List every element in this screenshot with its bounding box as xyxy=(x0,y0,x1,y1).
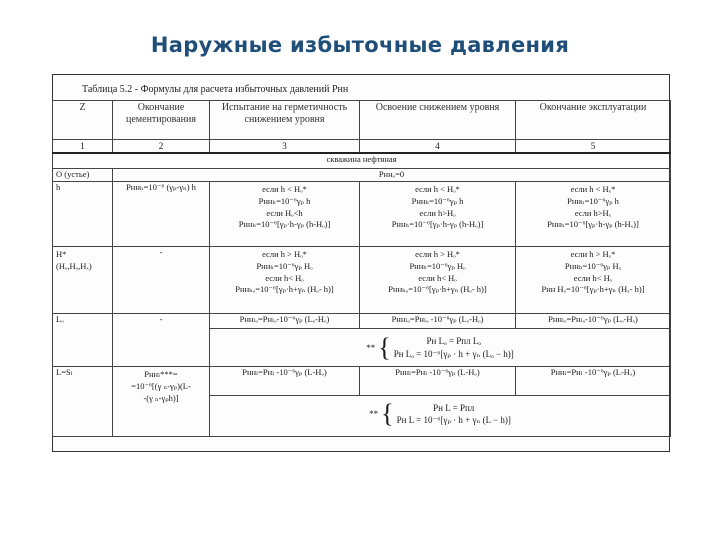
column-numbers-row xyxy=(53,140,671,154)
row-h-z: h xyxy=(53,182,113,247)
row-ls-c4: Рннₗ=Рнₗ -10⁻⁶γₚ (L-Hₒ) xyxy=(360,367,516,396)
formula-line: Рн L = Рпл xyxy=(433,403,475,414)
formula-line: если h < Hₒ* xyxy=(415,184,460,195)
brace-icon: { xyxy=(381,399,394,429)
row-h-c5 xyxy=(516,182,671,247)
formula-line: Рннₕ=10⁻⁶[γₚ·h-γₚ (h-Hₒ)] xyxy=(238,219,331,230)
formula-stack xyxy=(394,334,514,361)
row-ls-z: L=Sₗ xyxy=(53,367,113,437)
formula-line: Рн Lₒ = Рпл Lₒ xyxy=(426,336,481,347)
oil-well-label: скважина нефтяная xyxy=(53,153,671,169)
formula-line: если h< Hₓ xyxy=(573,272,613,283)
formula-line: Рннₕ=10⁻⁶γₚ h xyxy=(411,195,464,206)
row-lo-z: Lₒ xyxy=(53,314,113,367)
row-h-c3 xyxy=(210,182,360,247)
formula-line: если h< Hₒ xyxy=(265,272,304,283)
row-ls-c2 xyxy=(113,367,210,437)
row-lo-c2: - xyxy=(113,314,210,367)
header-cementing: Окончание цементирования xyxy=(113,101,210,140)
formula-line: если h < Hₓ* xyxy=(570,184,616,195)
formula-line: Рннₕₒ=10⁻⁶[γₚ·h+γₙ (Hₒ- h)] xyxy=(388,284,487,295)
row-lo-c5: Рннₗₒ=Рнₗₒ-10⁻⁶γₚ (Lₒ-Hₓ) xyxy=(516,314,671,329)
formula-line: если h>Hₒ xyxy=(419,207,456,218)
formula-line: -(γ ₙ-γₚh)] xyxy=(143,392,179,403)
formula-line: Рн L = 10⁻⁶[γₚ · h + γₙ (L − h)] xyxy=(396,415,511,426)
row-ls-c3: Рннₗ=Рнₗ -10⁻⁶γₚ (L-Hₒ) xyxy=(210,367,360,396)
formula-line: Рннₕ=10⁻⁶γₚ h xyxy=(258,195,311,206)
formula-line: Рннₕ=10⁻⁶γₚ Hₒ xyxy=(256,260,313,271)
note-marker: ** xyxy=(369,409,379,420)
row-wellhead xyxy=(53,169,671,182)
formula-system-lo xyxy=(213,334,667,361)
row-h-c4 xyxy=(360,182,516,247)
row-hstar-c3 xyxy=(210,247,360,314)
table-caption: Таблица 5.2 - Формулы для расчета избыточных давлений Рнн xyxy=(82,84,349,95)
row-lo-c4: Рннₗₒ=Рнₗₒ -10⁻⁶γₚ (Lₒ-Hₒ) xyxy=(360,314,516,329)
formula-line: =10⁻⁶[(γ ₙ-γₚ)(L- xyxy=(131,380,191,391)
row-lo-c3: Рннₗₒ=Рнₗₒ-10⁻⁶γₚ (Lₒ-Hₒ) xyxy=(210,314,360,329)
header-row xyxy=(53,101,671,140)
row-hstar-c2: - xyxy=(113,247,210,314)
formula-line: если h > Hₒ* xyxy=(262,249,307,260)
row-lo-note-cell xyxy=(210,329,671,367)
row-hstar-c5 xyxy=(516,247,671,314)
z-line: H* xyxy=(56,249,67,260)
formula-line: Рннₗ***= xyxy=(144,369,178,380)
row-hstar xyxy=(53,247,671,314)
formula-line: если h>Hₓ xyxy=(574,207,612,218)
row-wellhead-value: Рннₒ=0 xyxy=(113,169,671,182)
header-z: Z xyxy=(53,101,113,140)
col-num-4: 4 xyxy=(360,140,516,154)
formula-line: Рннₕ=10⁻⁶γₚ Hₓ xyxy=(564,260,622,271)
header-testing: Испытание на герметичность снижением уровня xyxy=(210,101,360,140)
formula-line: Рннₕ=10⁻⁶[γₚ·h-γₚ (h-Hₒ)] xyxy=(391,219,484,230)
formula-line: если h < Hₒ* xyxy=(262,184,307,195)
header-operation-end: Окончание эксплуатации xyxy=(516,101,671,140)
note-marker: ** xyxy=(366,342,376,353)
row-hstar-z xyxy=(53,247,113,314)
formula-line: Рннₕₒ=10⁻⁶[γₚ·h+γₙ (Hₒ- h)] xyxy=(235,284,334,295)
formula-line: Рнн Hₓ=10⁻⁶[γₚ·h+γₙ (Hₓ- h)] xyxy=(541,284,645,295)
col-num-1: 1 xyxy=(53,140,113,154)
formula-line: если h > Hₓ* xyxy=(570,249,616,260)
brace-icon: { xyxy=(378,332,391,362)
formula-line: Рннₕ=10⁻⁶γₚ h xyxy=(567,195,619,206)
header-development: Освоение снижением уровня xyxy=(360,101,516,140)
row-h xyxy=(53,182,671,247)
row-hstar-c4 xyxy=(360,247,516,314)
formula-line: Рн Lₒ = 10⁻⁶[γₚ · h + γₙ (Lₒ − h)] xyxy=(393,348,514,359)
formula-line: Рннₕ=10⁻⁶γₚ Hₒ xyxy=(409,260,466,271)
formula-line: если h > Hₒ* xyxy=(415,249,460,260)
col-num-5: 5 xyxy=(516,140,671,154)
col-num-2: 2 xyxy=(113,140,210,154)
row-ls xyxy=(53,367,671,396)
row-wellhead-z: О (устье) xyxy=(53,169,113,182)
z-line: (Hₒ,Hₒ,Hₓ) xyxy=(56,260,92,271)
row-lo xyxy=(53,314,671,329)
span-row xyxy=(53,153,671,169)
formula-stack xyxy=(397,401,511,428)
row-h-c2: Рннₕ=10⁻⁶ (γₚ-γₙ) h xyxy=(113,182,210,247)
pressure-formulas-table xyxy=(52,100,671,437)
row-ls-c5: Рннₗ=Рнₗ -10⁻⁶γₚ (L-Hₓ) xyxy=(516,367,671,396)
formula-system-ls xyxy=(213,401,667,428)
col-num-3: 3 xyxy=(210,140,360,154)
slide-title: Наружные избыточные давления xyxy=(150,33,570,57)
row-ls-note-cell xyxy=(210,396,671,437)
formula-line: если h< Hₒ xyxy=(418,272,457,283)
formula-line: если Hₒ<h xyxy=(266,207,303,218)
formula-line: Рннₕ=10⁻⁶[γₚ·h-γₚ (h-Hₓ)] xyxy=(547,219,639,230)
